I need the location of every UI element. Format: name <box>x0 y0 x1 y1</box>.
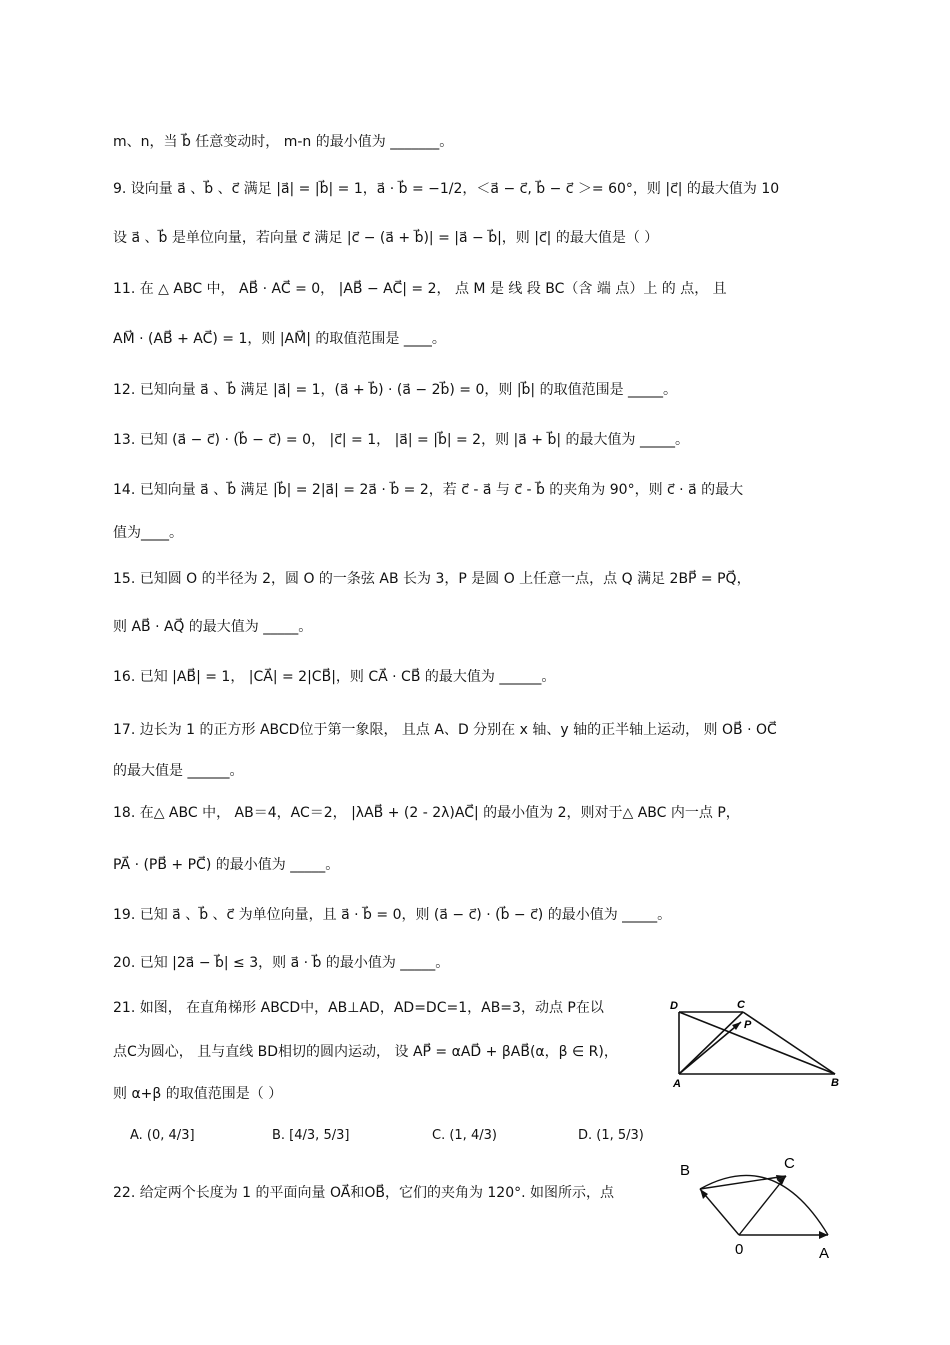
line-17: 20. 已知 |2a⃗ − b⃗| ≤ 3，则 a⃗ · b⃗ 的最小值为 _____。 <box>113 955 450 971</box>
label-b2: B <box>680 1162 691 1179</box>
line-12: 17. 边长为 1 的正方形 ABCD位于第一象限， 且点 A、D 分别在 x 轴、y 轴的正半轴上运动， 则 OB⃗ · OC⃗ <box>113 722 777 738</box>
line-18: 21. 如图， 在直角梯形 ABCD中，AB⊥AD，AD=DC=1，AB=3，动点 P在以 <box>113 1000 604 1016</box>
line-3: 11. 在 △ ABC 中， AB⃗ · AC⃗ = 0， |AB⃗ − AC⃗| = 2， 点 M 是 线 段 BC（含 端 点）上 的 点， 且 <box>113 281 727 297</box>
label-c2: C <box>784 1155 795 1172</box>
line-0: m、n，当 b⃗ 任意变动时， m-n 的最小值为 _______。 <box>113 134 454 150</box>
label-d: D <box>670 1000 678 1012</box>
label-b: B <box>831 1077 839 1089</box>
line-1: 9. 设向量 a⃗ 、b⃗ 、c⃗ 满足 |a⃗| = |b⃗| = 1，a⃗ · b⃗ = −1/2，＜a⃗ − c⃗, b⃗ − c⃗ ＞= 60°，则 |c⃗| 的最大值为 10 <box>113 181 780 197</box>
line-21: 22. 给定两个长度为 1 的平面向量 OA⃗和OB⃗，它们的夹角为 120°. 如图所示，点 <box>113 1185 615 1201</box>
line-20: 则 α+β 的取值范围是（ ） <box>113 1086 283 1102</box>
option-b: B. [4/3, 5/3] <box>272 1128 350 1143</box>
line-5: 12. 已知向量 a⃗ 、b⃗ 满足 |a⃗| = 1，(a⃗ + b⃗) · (a⃗ − 2b⃗) = 0，则 |b⃗| 的取值范围是 _____。 <box>113 382 678 398</box>
line-7: 14. 已知向量 a⃗ 、b⃗ 满足 |b⃗| = 2|a⃗| = 2a⃗ · b⃗ = 2，若 c⃗ - a⃗ 与 c⃗ - b⃗ 的夹角为 90°，则 c⃗ · a⃗ 的最大 <box>113 482 744 498</box>
option-a: A. (0, 4/3] <box>130 1128 195 1143</box>
option-c: C. (1, 4/3) <box>432 1128 497 1143</box>
line-2: 设 a⃗ 、b⃗ 是单位向量，若向量 c⃗ 满足 |c⃗ − (a⃗ + b⃗)| = |a⃗ − b⃗|，则 |c⃗| 的最大值是（ ） <box>113 230 659 246</box>
line-9: 15. 已知圆 O 的半径为 2，圆 O 的一条弦 AB 长为 3，P 是圆 O 上任意一点，点 Q 满足 2BP⃗ = PQ⃗， <box>113 571 751 587</box>
line-16: 19. 已知 a⃗ 、b⃗ 、c⃗ 为单位向量，且 a⃗ · b⃗ = 0，则 (a⃗ − c⃗) · (b⃗ − c⃗) 的最小值为 _____。 <box>113 907 672 923</box>
line-8: 值为____。 <box>113 525 183 541</box>
line-19: 点C为圆心， 且与直线 BD相切的圆内运动， 设 AP⃗ = αAD⃗ + βAB⃗(α，β ∈ R)， <box>113 1044 618 1060</box>
line-14: 18. 在△ ABC 中， AB＝4，AC＝2， |λAB⃗ + (2 - 2λ)AC⃗| 的最小值为 2，则对于△ ABC 内一点 P， <box>113 805 740 821</box>
label-c: C <box>737 999 745 1011</box>
line-4: AM⃗ · (AB⃗ + AC⃗) = 1，则 |AM⃗| 的取值范围是 ____。 <box>113 331 446 347</box>
line-11: 16. 已知 |AB⃗| = 1， |CA⃗| = 2|CB⃗|，则 CA⃗ · CB⃗ 的最大值为 ______。 <box>113 669 556 685</box>
line-10: 则 AB⃗ · AQ⃗ 的最大值为 _____。 <box>113 619 313 635</box>
line-6: 13. 已知 (a⃗ − c⃗) · (b⃗ − c⃗) = 0， |c⃗| = 1， |a⃗| = |b⃗| = 2，则 |a⃗ + b⃗| 的最大值为 _____。 <box>113 432 689 448</box>
label-p: P <box>744 1019 752 1031</box>
arc-figure <box>675 1155 850 1265</box>
label-a2: A <box>819 1245 830 1262</box>
label-o: 0 <box>735 1241 744 1258</box>
option-d: D. (1, 5/3) <box>578 1128 644 1143</box>
label-a: A <box>673 1078 681 1090</box>
line-15: PA⃗ · (PB⃗ + PC⃗) 的最小值为 _____。 <box>113 857 340 873</box>
line-13: 的最大值是 ______。 <box>113 763 244 779</box>
trapezoid-figure <box>665 996 845 1091</box>
